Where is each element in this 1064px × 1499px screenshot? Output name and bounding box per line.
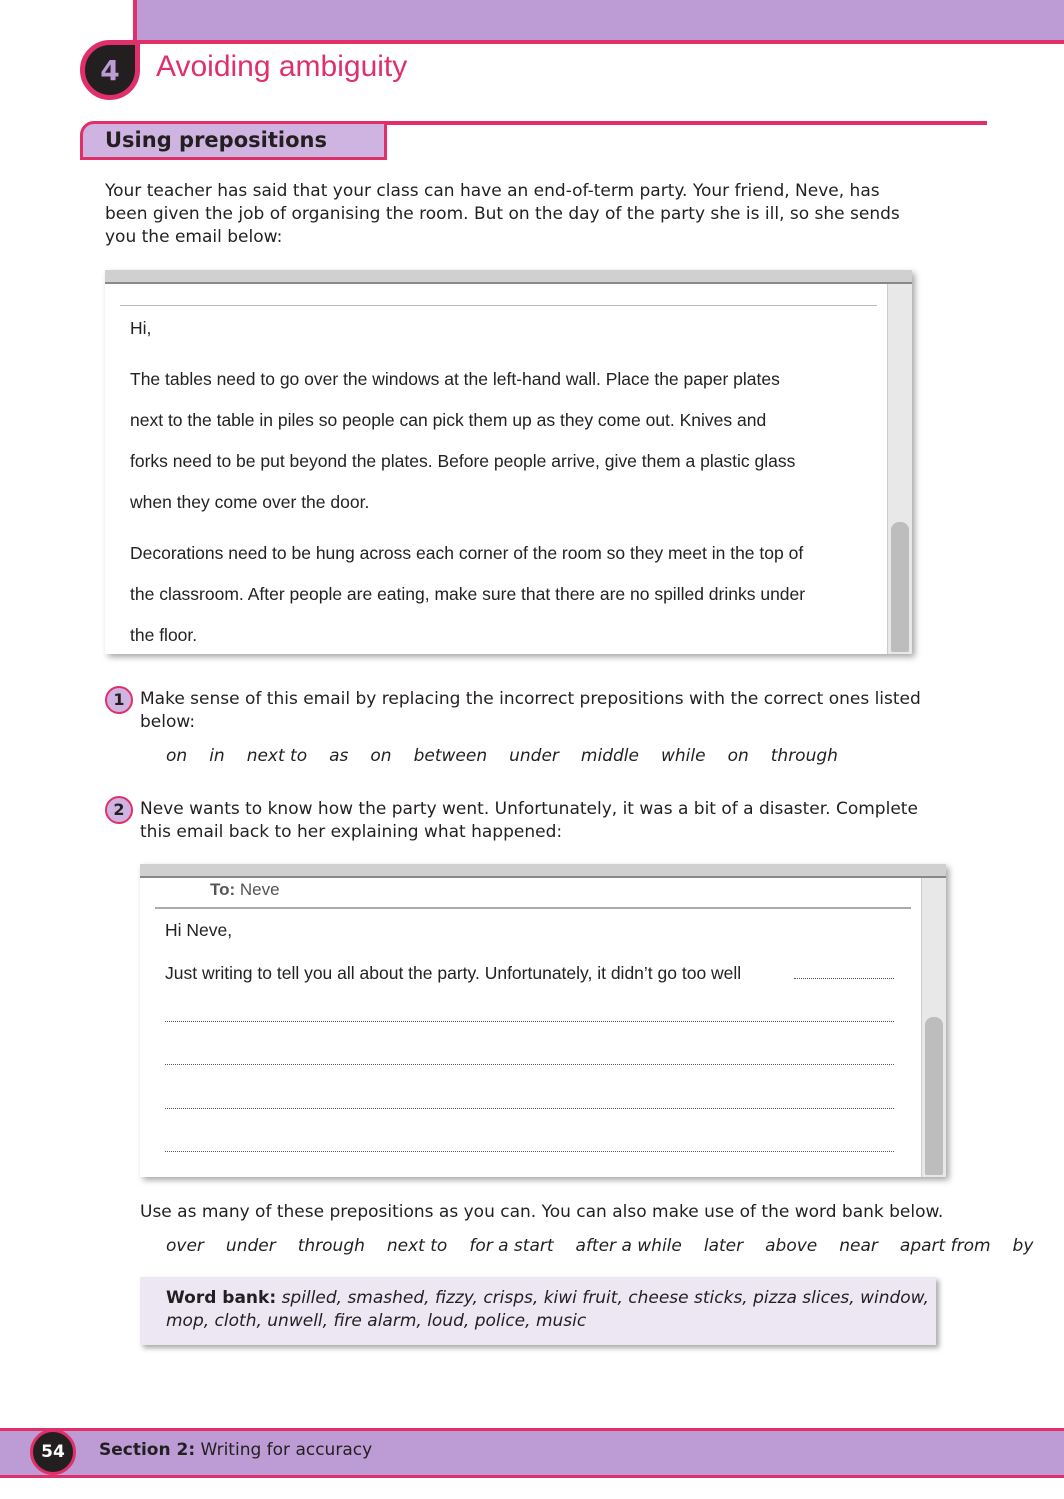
answer-line[interactable] (165, 1108, 894, 1109)
email-window-2 (140, 864, 946, 1177)
option: next to (246, 746, 308, 766)
to-label: To: (210, 880, 236, 899)
intro-text: Your teacher has said that your class can have an end-of-term party. Your friend, Neve, has been given the job of organising the room. But on the day of the party she is ill, so she sends you the email below: (105, 181, 900, 247)
email-first-line: Just writing to tell you all about the party. Unfortunately, it didn’t go too well (165, 963, 742, 983)
option: after a while (575, 1236, 682, 1256)
chapter-title: Avoiding ambiguity (156, 50, 408, 83)
email-line: forks need to be put beyond the plates. Before people arrive, give them a plastic glass (130, 451, 796, 471)
option: for a start (469, 1236, 554, 1256)
preposition-options-2 (166, 1236, 1033, 1256)
option: through (297, 1236, 365, 1256)
option: over (166, 1236, 204, 1256)
option: middle (580, 746, 639, 766)
divider (120, 305, 877, 306)
page-number: 54 (30, 1429, 76, 1475)
question-2-text: Neve wants to know how the party went. Unfortunately, it was a bit of a disaster. Complete this email back to her explaining what happened: (140, 799, 918, 842)
scrollbar-thumb[interactable] (891, 522, 909, 652)
divider (155, 907, 911, 909)
option: under (509, 746, 559, 766)
email-line: The tables need to go over the windows at the left-hand wall. Place the paper plates (130, 369, 780, 389)
question-number-2: 2 (105, 796, 133, 824)
option: near (839, 1236, 878, 1256)
option: above (765, 1236, 818, 1256)
option: in (209, 746, 225, 766)
question-1-text: Make sense of this email by replacing the incorrect prepositions with the correct ones listed below: (140, 689, 921, 732)
option: by (1012, 1236, 1034, 1256)
option: between (413, 746, 488, 766)
preposition-options-1 (166, 746, 860, 766)
answer-line[interactable] (165, 1021, 894, 1022)
email-line: when they come over the door. (130, 492, 370, 512)
option: through (770, 746, 838, 766)
footer-section-label: Section 2: (99, 1440, 196, 1460)
option: under (225, 1236, 276, 1256)
option: while (660, 746, 706, 766)
option: next to (386, 1236, 448, 1256)
to-field (210, 880, 280, 900)
email-line: next to the table in piles so people can pick them up as they come out. Knives and (130, 410, 767, 430)
chapter-number-badge: 4 (80, 40, 140, 100)
footer-section-title: Writing for accuracy (200, 1440, 373, 1460)
scrollbar-thumb[interactable] (925, 1017, 943, 1175)
email-greeting: Hi, (130, 318, 152, 338)
option: apart from (899, 1236, 991, 1256)
scrollbar[interactable] (921, 878, 946, 1177)
email-line: the classroom. After people are eating, make sure that there are no spilled drinks under (130, 584, 806, 604)
header-band (133, 0, 1064, 44)
scrollbar[interactable] (887, 284, 912, 654)
email-line: Decorations need to be hung across each corner of the room so they meet in the top of (130, 543, 804, 563)
email-greeting: Hi Neve, (165, 920, 233, 940)
email-window-1 (105, 270, 912, 654)
option: on (727, 746, 749, 766)
email-title-bar (140, 864, 946, 878)
word-bank-words: spilled, smashed, fizzy, crisps, kiwi fruit, cheese sticks, pizza slices, window, mop, cloth, unwell, fire alarm, loud, police, music (166, 1288, 929, 1331)
question-number-1: 1 (105, 686, 133, 714)
to-value: Neve (239, 880, 280, 899)
answer-line[interactable] (794, 978, 894, 979)
footer-section (99, 1440, 372, 1460)
instruction-text: Use as many of these prepositions as you can. You can also make use of the word bank below. (140, 1202, 944, 1222)
answer-line[interactable] (165, 1064, 894, 1065)
option: as (329, 746, 349, 766)
word-bank (140, 1277, 936, 1345)
section-title: Using prepositions (80, 121, 387, 160)
option: on (166, 746, 188, 766)
option: on (370, 746, 392, 766)
option: later (703, 1236, 744, 1256)
word-bank-label: Word bank: (166, 1288, 277, 1308)
answer-line[interactable] (165, 1151, 894, 1152)
email-line: the floor. (130, 625, 198, 645)
section-divider (360, 121, 987, 125)
email-title-bar (105, 270, 912, 284)
